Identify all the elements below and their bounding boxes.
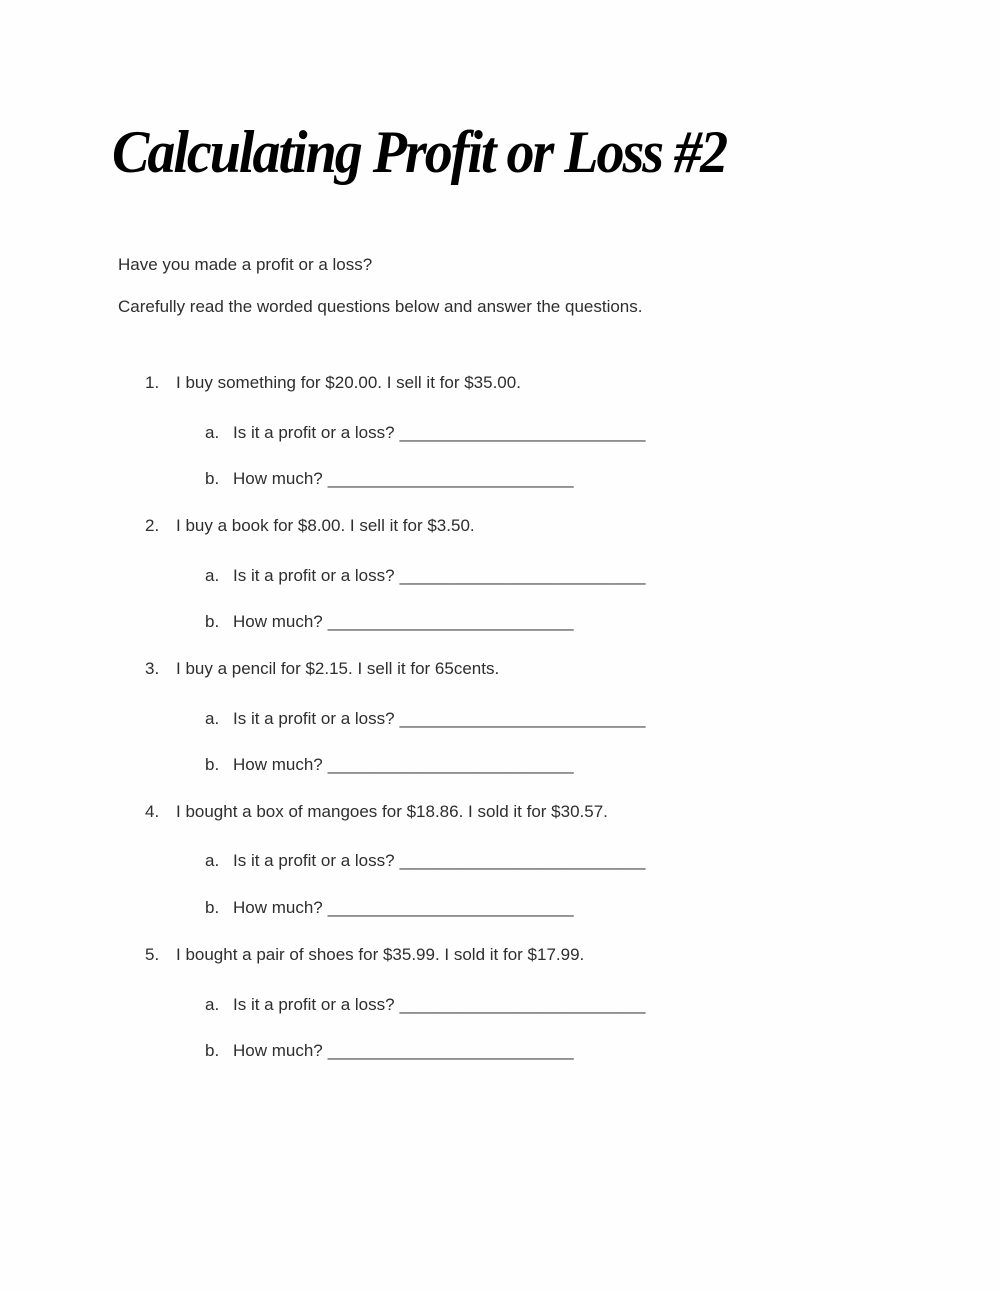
question-1-sub-a (205, 423, 645, 443)
question-1-sub-b-letter: b. (205, 469, 220, 488)
question-5-sub-a (205, 995, 645, 1015)
question-2-sub-b-prompt: How much? (233, 612, 323, 631)
question-5-sub-b-answer-blank: __________________________ (327, 1041, 574, 1060)
question-2-sub-a (205, 566, 645, 586)
question-3-text: I buy a pencil for $2.15. I sell it for 65cents. (176, 659, 500, 678)
question-3-sub-b-letter: b. (205, 755, 220, 774)
question-4-text: I bought a box of mangoes for $18.86. I sold it for $30.57. (176, 802, 608, 821)
question-2-number: 2. (145, 516, 160, 535)
question-5-sub-a-answer-blank: __________________________ (399, 995, 646, 1014)
question-3-sub-a-letter: a. (205, 709, 220, 728)
question-5-text: I bought a pair of shoes for $35.99. I sold it for $17.99. (176, 945, 585, 964)
question-5-sub-a-letter: a. (205, 995, 220, 1014)
question-4 (145, 802, 608, 822)
question-4-sub-b-prompt: How much? (233, 898, 323, 917)
intro-line-1: Have you made a profit or a loss? (118, 255, 373, 274)
question-2-sub-b-answer-blank: __________________________ (327, 612, 574, 631)
question-4-sub-b-answer-blank: __________________________ (327, 898, 574, 917)
question-1-sub-b (205, 469, 574, 489)
question-1-sub-a-prompt: Is it a profit or a loss? (233, 423, 395, 442)
question-4-number: 4. (145, 802, 160, 821)
question-4-sub-a (205, 851, 645, 871)
question-1-sub-a-answer-blank: __________________________ (399, 423, 646, 442)
question-5-sub-b-prompt: How much? (233, 1041, 323, 1060)
question-1-sub-b-answer-blank: __________________________ (327, 469, 574, 488)
question-3-sub-b-answer-blank: __________________________ (327, 755, 574, 774)
question-3-sub-a-prompt: Is it a profit or a loss? (233, 709, 395, 728)
question-1-sub-a-letter: a. (205, 423, 220, 442)
page-title: Calculating Profit or Loss #2 (112, 119, 727, 187)
question-5 (145, 945, 584, 965)
question-1-text: I buy something for $20.00. I sell it for $35.00. (176, 373, 521, 392)
question-2-sub-b (205, 612, 574, 632)
question-3-sub-b-prompt: How much? (233, 755, 323, 774)
question-3-sub-a (205, 709, 645, 729)
question-4-sub-a-letter: a. (205, 851, 220, 870)
question-2-sub-a-letter: a. (205, 566, 220, 585)
question-3-sub-b (205, 755, 574, 775)
question-4-sub-b (205, 898, 574, 918)
question-3-sub-a-answer-blank: __________________________ (399, 709, 646, 728)
question-2-sub-a-prompt: Is it a profit or a loss? (233, 566, 395, 585)
question-3 (145, 659, 499, 679)
question-4-sub-b-letter: b. (205, 898, 220, 917)
question-2-sub-b-letter: b. (205, 612, 220, 631)
question-3-number: 3. (145, 659, 160, 678)
question-4-sub-a-answer-blank: __________________________ (399, 851, 646, 870)
question-1-sub-b-prompt: How much? (233, 469, 323, 488)
question-2-sub-a-answer-blank: __________________________ (399, 566, 646, 585)
question-1 (145, 373, 521, 393)
question-1-number: 1. (145, 373, 160, 392)
question-2-text: I buy a book for $8.00. I sell it for $3.50. (176, 516, 475, 535)
question-2 (145, 516, 475, 536)
question-4-sub-a-prompt: Is it a profit or a loss? (233, 851, 395, 870)
question-5-sub-a-prompt: Is it a profit or a loss? (233, 995, 395, 1014)
intro-line-2: Carefully read the worded questions below and answer the questions. (118, 297, 643, 316)
question-5-sub-b-letter: b. (205, 1041, 220, 1060)
question-5-number: 5. (145, 945, 160, 964)
question-5-sub-b (205, 1041, 574, 1061)
